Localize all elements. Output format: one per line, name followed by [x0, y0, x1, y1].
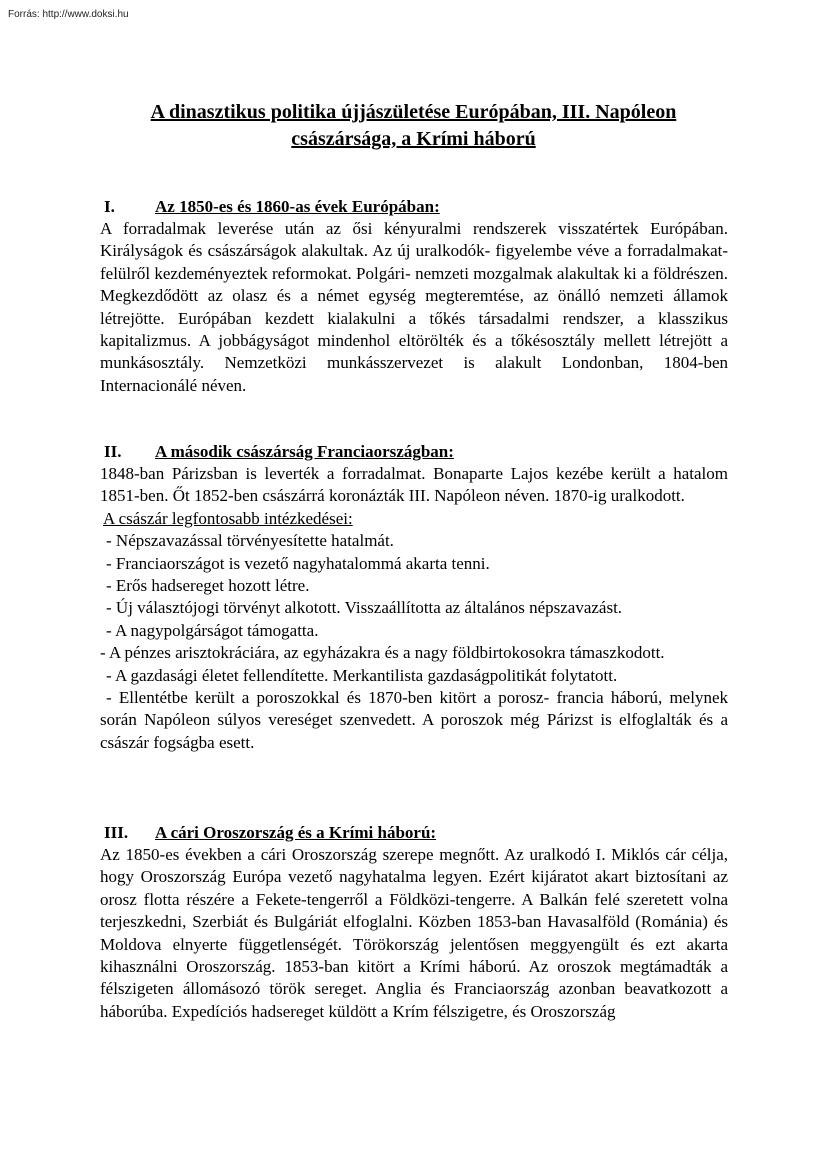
section-1 — [100, 196, 728, 397]
list-item: - A gazdasági életet fellendítette. Merkantilista gazdaságpolitikát folytatott. — [106, 665, 618, 685]
section-3-heading — [100, 822, 728, 844]
section-1-title: Az 1850-es és 1860-as évek Európában: — [155, 197, 440, 216]
list-item: - Népszavazással törvényesítette hatalmát. — [106, 531, 394, 551]
section-3-text: Az 1850-es években a cári Oroszország szerepe megnőtt. Az uralkodó I. Miklós cár célja, hogy Oroszország Európa vezető nagyhatalma legyen. Ezért kijáratot akart biztosítani az orosz flotta részére a Fekete-tengerről a Földközi-tengerre. A Balkán felé szeretett volna terjeszkedni, Szerbiát és Bulgáriát elfoglalni. Közben 1853-ban Havasalföld (Románia) és Moldova elnyerte függetlenségét. Törökország jelentősen meggyengült és ezt akarta kihasználni Oroszország. 1853-ban kitört a Krími háború. Az oroszok megtámadták a félszigeten állomásozó török sereget. Anglia és Franciaország azonban beavatkozott a háborúba. Expedíciós hadsereget küldött a Krím félszigetre, és Oroszország — [100, 845, 728, 1021]
source-url: Forrás: http://www.doksi.hu — [8, 9, 129, 20]
section-3 — [100, 822, 728, 1023]
list-item: - Erős hadsereget hozott létre. — [106, 576, 310, 596]
section-3-title: A cári Oroszország és a Krími háború: — [155, 823, 437, 842]
section-2-text: 1848-ban Párizsban is leverték a forradalmat. Bonaparte Lajos kezébe került a hatalom 1851-ben. Őt 1852-ben császárrá koronázták III. Napóleon néven. 1870-ig uralkodott. — [100, 464, 728, 506]
section-1-heading — [100, 196, 728, 218]
document-title — [60, 99, 767, 153]
list-item: - A nagypolgárságot támogatta. — [106, 620, 319, 640]
section-2-subheading: A császár legfontosabb intézkedései: — [103, 508, 353, 528]
section-2-number: II. — [104, 442, 122, 461]
section-2 — [100, 441, 728, 754]
list-item: - Új választójogi törvényt alkotott. Visszaállította az általános népszavazást. — [106, 598, 623, 618]
section-2-heading — [100, 441, 728, 463]
list-item: - Franciaországot is vezető nagyhatalommá akarta tenni. — [106, 553, 490, 573]
list-item: - A pénzes arisztokráciára, az egyházakra és a nagy földbirtokosokra támaszkodott. — [100, 643, 665, 663]
title-line-2: császársága, a Krími háború — [291, 128, 536, 150]
section-1-text: A forradalmak leverése után az ősi kényuralmi rendszerek visszatértek Európában. Királyságok és császárságok alakultak. Az új uralkodók- figyelembe véve a forradalmakat- felülről kezdeményeztek reformokat. Polgári- nemzeti mozgalmak alakultak ki a földrészen. Megkezdődött az olasz és a német egység megteremtése, az önálló nemzeti államok létrejötte. Európában kezdett kialakulni a tőkés társadalmi rendszer, a klasszikus kapitalizmus. A jobbágyságot mindenhol eltörölték és a tőkésosztály mellett létrejött a munkásosztály. Nemzetközi munkásszervezet is alakult Londonban, 1804-ben Internacionálé néven. — [100, 219, 728, 395]
title-line-1: A dinasztikus politika újjászületése Európában, III. Napóleon — [150, 101, 677, 123]
list-item: - Ellentétbe került a poroszokkal és 1870-ben kitört a porosz- francia háború, melynek során Napóleon súlyos vereséget szenvedett. A poroszok még Párizst is elfoglalták és a császár fogságba esett. — [100, 688, 728, 752]
section-3-number: III. — [104, 823, 129, 842]
section-1-number: I. — [104, 197, 115, 216]
section-2-title: A második császárság Franciaországban: — [155, 442, 454, 461]
